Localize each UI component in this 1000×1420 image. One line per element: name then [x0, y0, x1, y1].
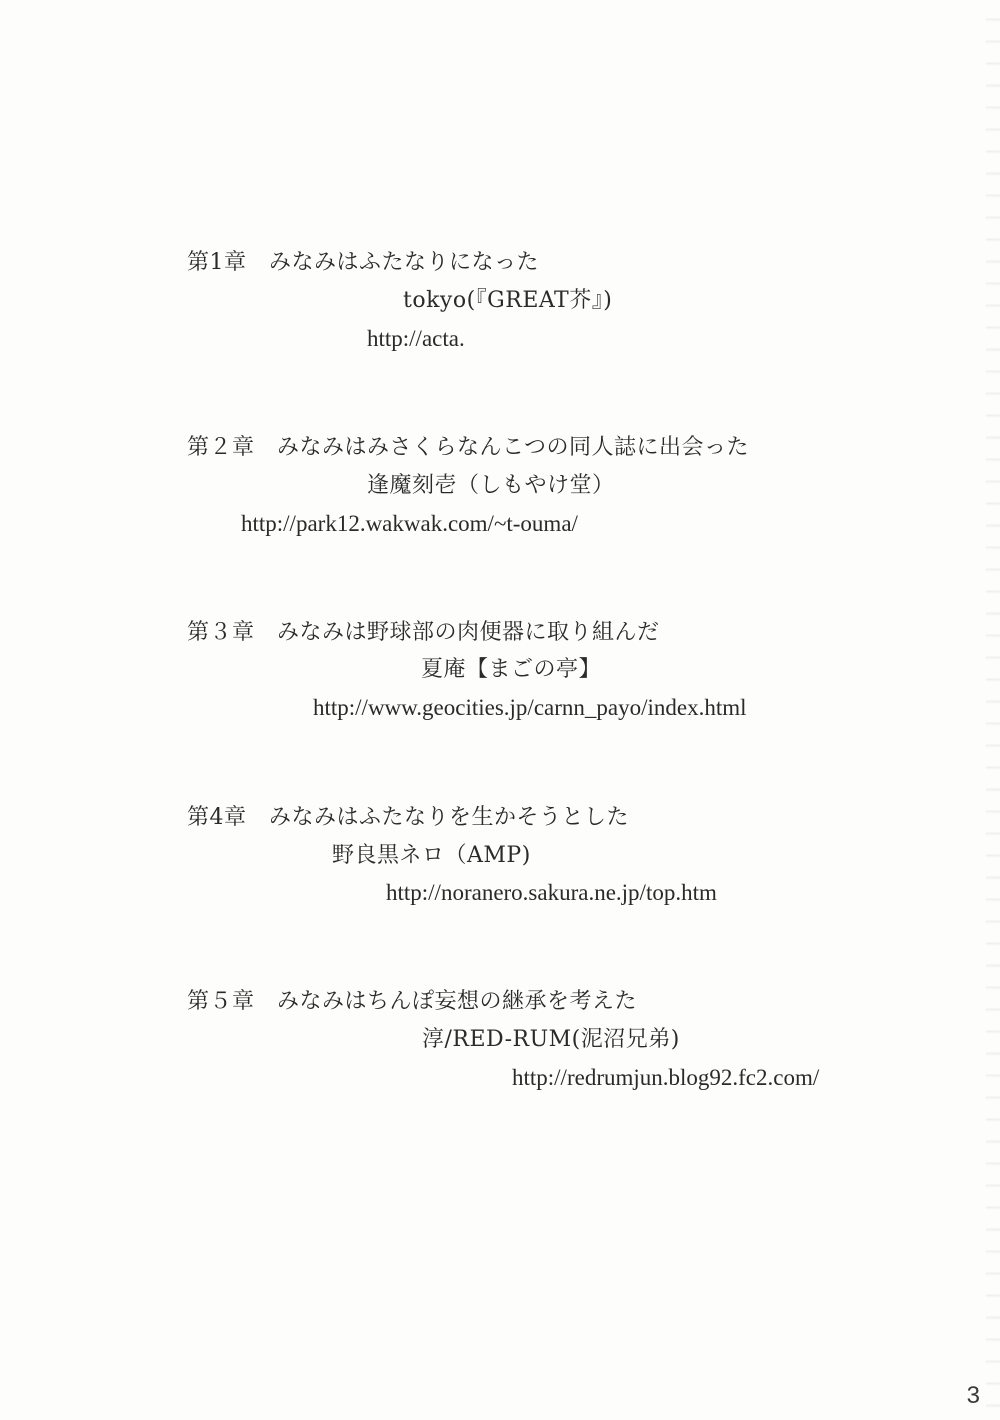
chapter-5-url[interactable]: http://redrumjun.blog92.fc2.com/ [512, 1065, 820, 1090]
chapter-4-author: 野良黒ネロ（AMP) [332, 843, 531, 868]
chapter-3-author: 夏庵【まごの亭】 [421, 657, 602, 682]
chapter-1-author: tokyo(『GREAT芥』) [403, 288, 613, 313]
chapter-3-title: 第３章 みなみは野球部の肉便器に取り組んだ [187, 620, 660, 645]
page-number: 3 [966, 1382, 980, 1409]
chapter-4-title: 第4章 みなみはふたなりを生かそうとした [187, 805, 629, 830]
chapter-2-author: 逢魔刻壱（しもやけ堂） [367, 473, 615, 498]
chapter-5-author: 淳/RED-RUM(泥沼兄弟) [422, 1027, 680, 1052]
chapter-5-title: 第５章 みなみはちんぽ妄想の継承を考えた [187, 989, 638, 1014]
chapter-1-title: 第1章 みなみはふたなりになった [187, 250, 539, 275]
chapter-1-url[interactable]: http://acta. [367, 326, 465, 351]
chapter-2-title: 第２章 みなみはみさくらなんこつの同人誌に出会った [187, 435, 750, 460]
chapter-3-url[interactable]: http://www.geocities.jp/carnn_payo/index.html [313, 695, 747, 720]
chapter-4-url[interactable]: http://noranero.sakura.ne.jp/top.htm [386, 880, 717, 905]
chapter-2-url[interactable]: http://park12.wakwak.com/~t-ouma/ [241, 511, 578, 536]
scan-edge-texture [986, 0, 1000, 1420]
